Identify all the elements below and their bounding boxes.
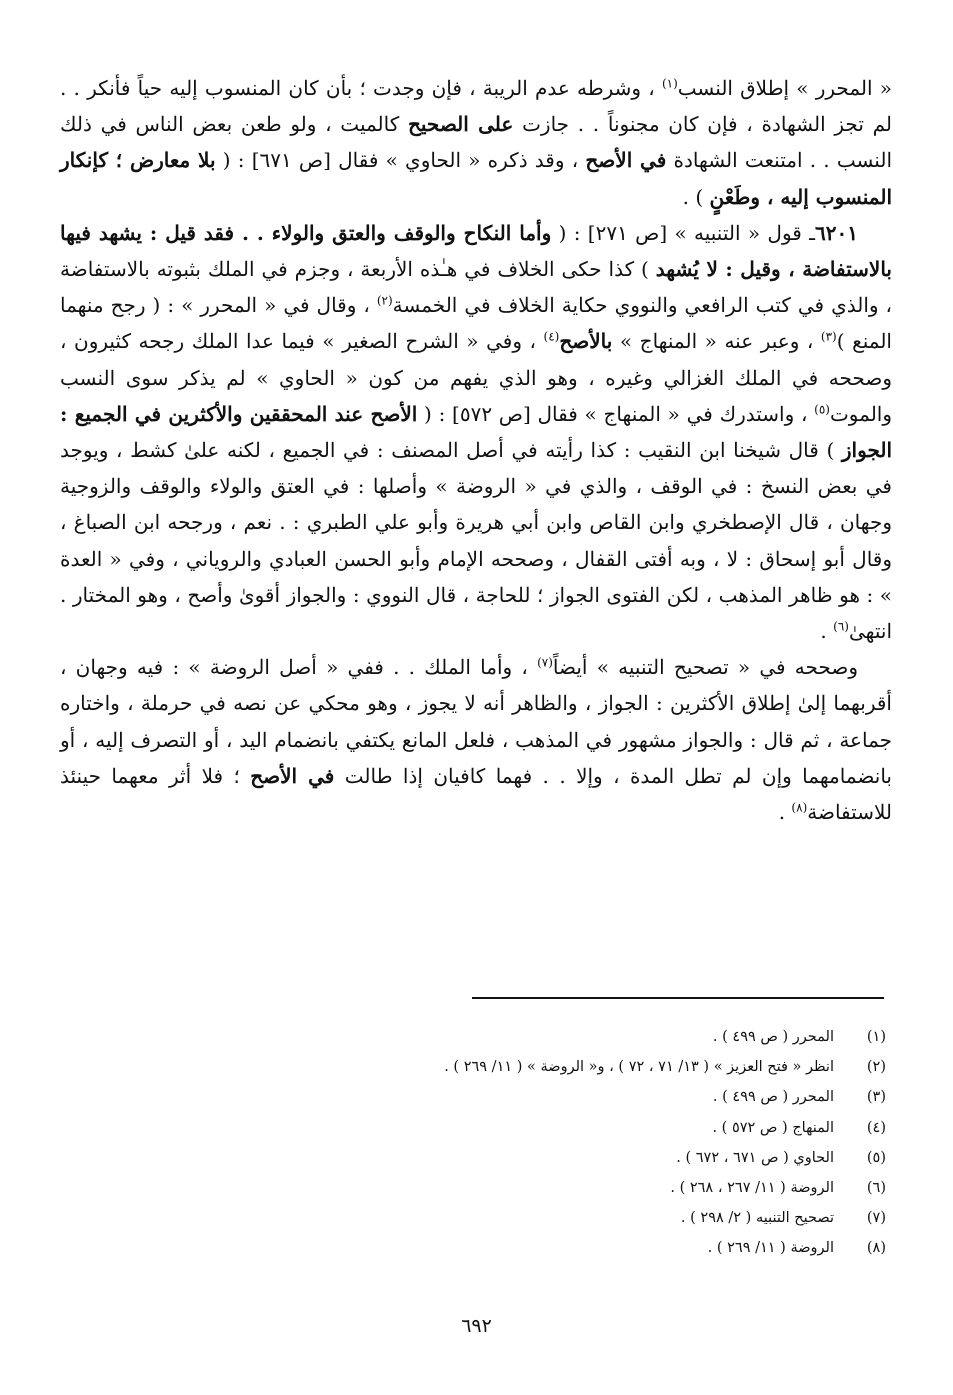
footnote-number: (٢) (866, 1059, 886, 1076)
text-segment: ؛ فلا أثر معهما حينئذ للاستفاضة (60, 763, 892, 825)
footnote-number: (٣) (866, 1089, 886, 1106)
footnote-number: (١) (866, 1029, 886, 1045)
footnote (60, 1233, 886, 1263)
page-number: ٦٩٢ (461, 1315, 492, 1337)
footnote-text: الروضة ( ١١/ ٢٦٩ ) . (707, 1240, 834, 1257)
footnote-number: (٥) (866, 1149, 886, 1166)
footnote-text: الروضة ( ١١/ ٢٦٧ ، ٢٦٨ ) . (670, 1180, 834, 1197)
footnote-text: المحرر ( ص ٤٩٩ ) . (712, 1089, 834, 1106)
text-segment: « المحرر » إطلاق النسب (677, 76, 892, 100)
footnote-reference: (١) (661, 76, 678, 91)
footnote-separator (472, 997, 884, 999)
bold-text: الأصح عند المحققين والأكثرين في الجميع : الجواز (60, 401, 892, 463)
footnote-reference: (٨) (791, 800, 808, 815)
paragraph (60, 649, 892, 830)
footnote-text: الحاوي ( ص ٦٧١ ، ٦٧٢ ) . (676, 1149, 834, 1166)
text-segment: ـ قول « التنبيه » [ص ٢٧١] : ( (551, 220, 816, 245)
footnote (60, 1082, 886, 1112)
text-segment: كالميت ، ولو طعن بعض الناس في ذلك النسب . . امتنعت الشهادة (60, 112, 892, 173)
footnote-reference: (٥) (814, 402, 830, 417)
footnote-number: (٦) (866, 1180, 886, 1197)
text-segment: ، واستدرك في « المنهاج » فقال [ص ٥٧٢] : ( (417, 401, 815, 426)
footnote (60, 1173, 886, 1203)
footnote-text: انظر « فتح العزيز » ( ١٣/ ٧١ ، ٧٢ ) ، و« الروضة » ( ١١/ ٢٦٩ ) . (444, 1059, 834, 1076)
bold-text: وأما النكاح والوقف والعتق والولاء . . فقد قيل : يشهد فيها بالاستفاضة ، وقيل : لا يُشهد (60, 220, 892, 282)
paragraph (60, 215, 892, 649)
footnote-text: المحرر ( ص ٤٩٩ ) . (712, 1029, 834, 1045)
footnote-text: المنهاج ( ص ٥٧٢ ) . (712, 1119, 834, 1136)
text-segment: ، وشرطه عدم الريبة ، فإن وجدت ؛ بأن كان المنسوب إليه حياً فأنكر . . لم تجز الشهادة ، فإن كان مجنوناً . . جازت (60, 76, 892, 137)
footnote-number: (٤) (866, 1119, 886, 1136)
text-segment: . (778, 800, 792, 825)
bold-text: ٦٢٠١ (815, 220, 858, 245)
footnote-reference: (٦) (833, 619, 849, 634)
bold-text: بلا معارض ؛ كإنكار المنسوب إليه ، وطَعْنٍ (60, 148, 892, 209)
footnote-reference: (٢) (376, 293, 393, 308)
text-segment: ، وقد ذكره « الحاوي » فقال [ص ٦٧١] : ( (215, 148, 586, 173)
footnote-reference: (٣) (820, 329, 837, 344)
bold-text: بالأصح (559, 329, 613, 354)
footnote (60, 1022, 886, 1052)
footnote-text: تصحيح التنبيه ( ٢/ ٢٩٨ ) . (680, 1210, 834, 1227)
text-segment: . (820, 619, 834, 644)
footnote (60, 1113, 886, 1143)
text-segment: ) كذا حكى الخلاف في هـٰذه الأربعة ، وجزم في الملك بثبوته بالاستفاضة ، والذي في كتب الرافعي والنووي حكاية الخلاف في الخمسة (60, 257, 892, 318)
text-segment: وصححه في « تصحيح التنبيه » أيضاً (552, 655, 858, 680)
text-segment: ) قال شيخنا ابن النقيب : كذا رأيته في أصل المصنف : في الجميع ، لكنه علىٰ كشط ، ويوجد في بعض النسخ : في الوقف ، والذي في « الروضة » وأصلها : في العتق والولاء والوقف والزوجية وجهان ، قال الإصطخري وابن القاص وابن أبي هريرة وأبو علي الطبري : . نعم ، ورجحه ابن الصباغ ، وقال أبو إسحاق : لا ، وبه أفتى القفال ، وصححه الإمام وأبو الحسن العبادي والروياني ، وفي « العدة » : هو ظاهر المذهب ، لكن الفتوى الجواز ؛ للحاجة ، قال النووي : والجواز أقوىٰ وأصح ، وهو المختار . انتهىٰ (60, 438, 892, 644)
text-segment: ) . (682, 184, 710, 209)
paragraph (60, 70, 892, 215)
text-segment: ، وأما الملك . . ففي « أصل الروضة » : فيه وجهان ، أقربهما إلىٰ إطلاق الأكثرين : الجواز ، والظاهر أنه لا يجوز ، وهو محكي عن نصه في حرملة ، واختاره جماعة ، ثم قال : والجواز مشهور في المذهب ، فلعل المانع يكتفي بانضمام اليد ، أو التصرف إليه ، أو بانضمامهما وإن لم تطل المدة ، وإلا . . فهما كافيان إذا طالت (60, 655, 893, 788)
footnote (60, 1203, 886, 1233)
main-text (60, 70, 892, 830)
footnote-number: (٧) (866, 1210, 886, 1227)
footnote (60, 1143, 886, 1173)
footnote-reference: (٧) (537, 655, 553, 670)
footnote-reference: (٤) (543, 329, 560, 344)
bold-text: على الصحيح (407, 112, 514, 137)
text-segment: ، وعبر عنه « المنهاج » (612, 329, 821, 354)
bold-text: في الأصح (585, 148, 667, 173)
footnote (60, 1052, 886, 1082)
text-segment: ، وفي « الشرح الصغير » فيما عدا الملك رجحه كثيرون ، وصححه في الملك الغزالي وغيره ، وهو الذي يفهم من كون « الحاوي » لم يذكر سوى النسب والموت (60, 329, 892, 426)
footnote-number: (٨) (866, 1240, 886, 1257)
text-segment: ، وقال في « المحرر » : ( رجح منهما المنع ) (60, 293, 892, 354)
footnotes (60, 1022, 886, 1264)
bold-text: في الأصح (250, 763, 335, 788)
